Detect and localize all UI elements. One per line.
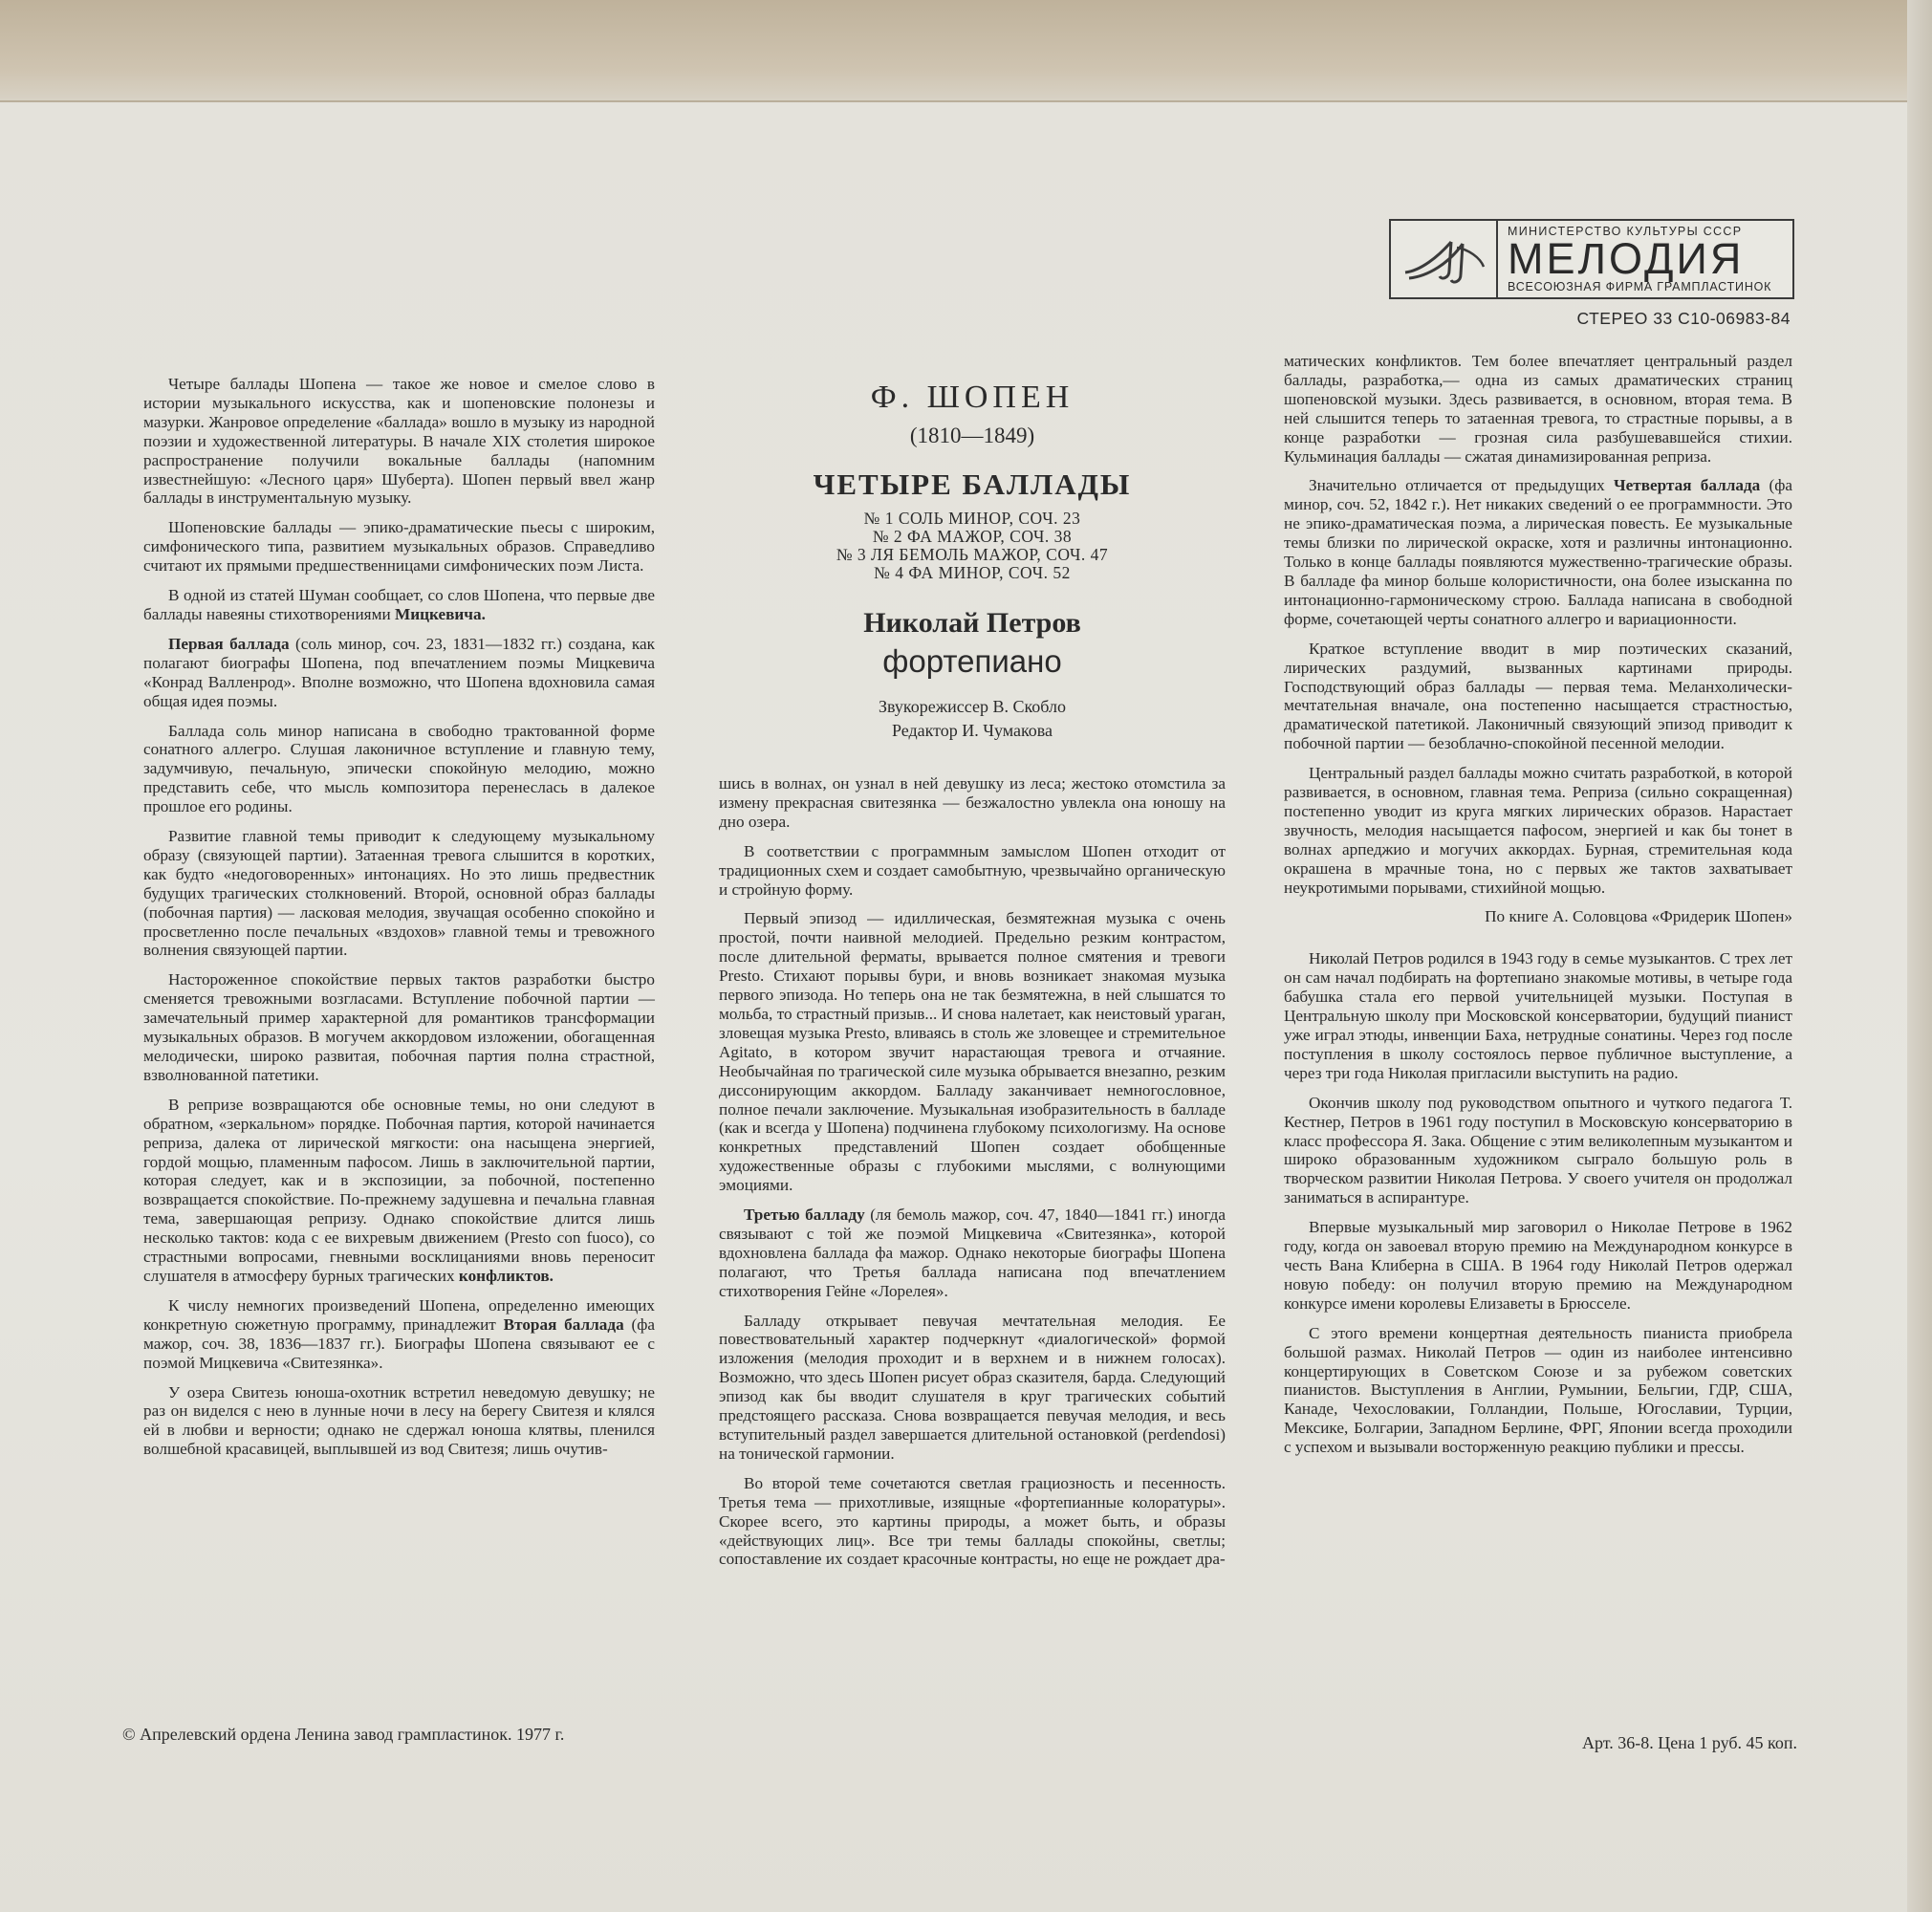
paragraph: Первый эпизод — идиллическая, безмятежная музыка с очень простой, почти наивной мелодией. Предельно резким контрастом, после длительной ферматы, врывается полное смятения и тревоги Presto. Стихают порывы бури, и вновь возникает знакомая музыка первого эпизода. Но теперь она не так безмятежна, в ней слышатся то мольба, то страстный призыв... И снова налетает, как неистовый ураган, зловещая музыка Presto, вливаясь в столь же зловещее и стремительное Agitato, в котором звучит нарастающая тревога и отчаяние. Необычайная по трагической силе музыка обрывается внезапно, резким диссонирующим аккордом. Балладу заканчивает немногословное, полное печали заключение. Музыкальная изобразительность в балладе (как и всегда у Шопена) подчинена глубокому психологизму. На основе конкретных представлений Шопен создает обобщенные художественные образы с глубокими мыслями, с волнующими эмоциями. [719, 909, 1226, 1195]
bold-text: конфликтов. [458, 1266, 554, 1285]
logo-text [1498, 221, 1792, 297]
left-column [143, 375, 655, 1469]
editor: Редактор И. Чумакова [891, 721, 1053, 740]
bold-text: Вторая баллада [503, 1314, 624, 1334]
bold-text: Мицкевича. [394, 604, 486, 623]
paragraph [143, 1096, 655, 1286]
paragraph: У озера Свитезь юноша-охотник встретил неведомую девушку; не раз он виделся с нею в лунные ночи в лесу на берегу Свитезя и клялся ей в любви и верности; однако не сдержал юноша клятвы, пленился волшебной красавицей, выплывшей из вод Свитезя; лишь очутив- [143, 1382, 655, 1459]
album-header [719, 378, 1226, 743]
work-item: № 3 ЛЯ БЕМОЛЬ МАЖОР, СОЧ. 47 [836, 545, 1109, 564]
melodiya-logo [1389, 219, 1794, 299]
bold-text: Четвертая баллада [1614, 476, 1761, 495]
paragraph-text: (ля бемоль мажор, соч. 47, 1840—1841 гг.) иногда связывают с той же поэмой Мицкевича «Свитезянка», которой вдохновлена баллада фа мажор. Однако некоторые биографы Шопена полагают, что Третья баллада написана под впечатлением стихотворения Гейне «Лорелея». [719, 1206, 1226, 1300]
paragraph: Баллада соль минор написана в свободно трактованной форме сонатного аллегро. Слушая лаконичное вступление и главную тему, задумчивую, печальную, эпически спокойную мелодию, можно представить себе, что мысль композитора перенеслась в далекое прошлое его родины. [143, 721, 655, 816]
sleeve-top-flap [0, 0, 1932, 102]
sleeve-right-edge [1907, 0, 1932, 1912]
paragraph [719, 1206, 1226, 1301]
paragraph: Центральный раздел баллады можно считать разработкой, в которой развивается, в основном, главная тема. Реприза (сильно сокращенная) постепенно уводит из круга мягких лирических образов. Нарастает звучность, мелодия насыщается пафосом, энергией и как бы тонет в волнах арпеджио и могучих аккордах. Бурная, стремительная кода окрашена в мрачные тона, но с первых же тактов захватывает неукротимыми порывами, стихийной мощью. [1284, 764, 1792, 897]
album-title: ЧЕТЫРЕ БАЛЛАДЫ [813, 467, 1132, 501]
bold-text: Первая баллада [168, 634, 290, 653]
paragraph: шись в волнах, он узнал в ней девушку из леса; жестоко отомстила за измену прекрасная свитезянка — безжалостно увлекла она юношу на дно озера. [719, 774, 1226, 831]
logo-name: МЕЛОДИЯ [1508, 234, 1745, 283]
paragraph-text: (фа мажор, соч. 38, 1836—1837 гг.). Биографы Шопена связывают ее с поэмой Мицкевича «Свитезянка». [143, 1314, 655, 1372]
paragraph-text: (соль минор, соч. 23, 1831—1832 гг.) создана, как полагают биографы Шопена, под впечатлением поэмы Мицкевича «Конрад Валленрод». Вполне возможно, что Шопена вдохновила самая общая идея поэмы. [143, 634, 655, 710]
middle-column [719, 774, 1226, 1579]
paragraph: матических конфликтов. Тем более впечатляет центральный раздел баллады, разработка,— одна из самых драматических страниц шопеновской музыки. Здесь развивается, в основном, вторая тема. В ней слышится теперь то затаенная тревога, то страстные порывы, а в конце разработки — грозная сила разбушевавшейся стихии. Кульминация баллады — сжатая динамизированная реприза. [1284, 352, 1792, 466]
paragraph: Балладу открывает певучая мечтательная мелодия. Ее повествовательный характер подчеркнут «диалогической» формой изложения (мелодия проходит и в верхнем и в нижнем голосах). Возможно, что здесь Шопен рисует образ сказителя, барда. Следующий эпизод как бы вводит слушателя в круг трагических событий предстоящего рассказа. Снова возвращается певучая мелодия, и весь вступительный раздел завершается длительной остановкой (perdendosi) на тонической гармонии. [719, 1311, 1226, 1463]
paragraph [143, 586, 655, 624]
instrument: фортепиано [882, 643, 1062, 679]
paragraph-text: К числу немногих произведений Шопена, определенно имеющих конкретную сюжетную программу, принадлежит [143, 1295, 655, 1334]
credits [719, 695, 1226, 743]
paragraph: Шопеновские баллады — эпико-драматические пьесы с широким, симфонического типа, развитием музыкальных образов. Справедливо считают их прямыми предшественницами симфонических поэм Листа. [143, 518, 655, 576]
paragraph [143, 1296, 655, 1373]
performer-name: Николай Петров [863, 607, 1081, 639]
source-citation: По книге А. Соловцова «Фридерик Шопен» [1485, 907, 1792, 926]
catalog-number: СТЕРЕО 33 С10-06983-84 [1576, 309, 1791, 328]
paragraph: В соответствии с программным замыслом Шопен отходит от традиционных схем и создает самобытную, чрезвычайно органическую и стройную форму. [719, 841, 1226, 899]
logo-ministry: МИНИСТЕРСТВО КУЛЬТУРЫ СССР [1508, 225, 1743, 238]
composer-years: (1810—1849) [909, 424, 1035, 447]
paragraph-text: В репризе возвращаются обе основные темы, но они следуют в обратном, «зеркальном» порядке. Побочная партия, которой начинается реприза, далека от лирической мягкости: она насыщена энергией, гордой мощью, пламенным пафосом. Лишь в заключительной партии, которая следует, как и в экспозиции, за побочной, постепенно возвращается спокойствие. По-прежнему задушевна и печальна главная тема, завершающая репризу. Однако спокойствие длится лишь несколько тактов: кода с ее вихревым движением (Presto con fuoco), со страстными вопросами, гневными восклицаниями вновь переносит слушателя в атмосферу бурных трагических [143, 1095, 655, 1285]
work-item: № 4 ФА МИНОР, СОЧ. 52 [874, 563, 1071, 582]
paragraph-text: (фа минор, соч. 52, 1842 г.). Нет никаких сведений о ее программности. Это не эпико-драматическая поэма, а лирическая повесть. Ее музыкальные темы близки по лирической окраске, хотя и различны интонационно. Только в конце баллады появляются мужественно-трагические образы. В балладе фа минор больше колористичности, она более изысканна по интонационно-гармоническому строю. Баллада написана в свободной форме, сочетающей черты сонатного аллегро и вариационности. [1284, 476, 1792, 628]
bold-text: Третью балладу [744, 1206, 865, 1225]
paragraph: Впервые музыкальный мир заговорил о Николае Петрове в 1962 году, когда он завоевал вторую премию на Международном конкурсе в честь Вана Клиберна в США. В 1964 году Николай Петров одержал новую победу: он получил вторую премию на Международном конкурсе имени королевы Елизаветы в Брюсселе. [1284, 1218, 1792, 1313]
logo-firm: ВСЕСОЮЗНАЯ ФИРМА ГРАМПЛАСТИНОК [1508, 280, 1772, 293]
right-column [1284, 352, 1792, 1467]
paragraph-text: В одной из статей Шуман сообщает, со слов Шопена, что первые две баллады навеяны стихотворениями [143, 586, 655, 623]
paragraph: Развитие главной темы приводит к следующему музыкальному образу (связующей партии). Затаенная тревога слышится в коротких, как будто «недоговоренных» интонациях. Но это лишь предвестник будущих трагических столкновений. Второй, основной образ баллады (побочная партия) — ласковая мелодия, звучащая особенно спокойно и просветленно после печальных «вздохов» главной темы и тревожного волнения связующей партии. [143, 827, 655, 960]
work-item: № 2 ФА МАЖОР, СОЧ. 38 [872, 527, 1073, 546]
paragraph-text: Значительно отличается от предыдущих [1309, 476, 1615, 495]
work-item: № 1 СОЛЬ МИНОР, СОЧ. 23 [863, 509, 1081, 528]
melodiya-emblem-icon [1391, 221, 1498, 297]
paragraph: Четыре баллады Шопена — такое же новое и смелое слово в истории музыкального искусства, как и шопеновские полонезы и мазурки. Жанровое определение «баллада» вошло в музыку из народной поэзии и художественной литературы. В начале XIX столетия широкое распространение получили вокальные баллады (напомним известнейшую: «Лесного царя» Шуберта). Шопен первый ввел жанр баллады в инструментальную музыку. [143, 375, 655, 508]
paragraph: С этого времени концертная деятельность пианиста приобрела большой размах. Николай Петров — один из наиболее интенсивно концертирующих в Советском Союзе и за рубежом советских пианистов. Выступления в Англии, Румынии, Бельгии, ГДР, США, Канаде, Чехословакии, Голландии, Польше, Югославии, Турции, Мексике, Болгарии, Западном Берлине, ФРГ, Японии всегда проходили с успехом и вызывали восторженную реакцию публики и прессы. [1284, 1323, 1792, 1457]
paragraph: Во второй теме сочетаются светлая грациозность и песенность. Третья тема — прихотливые, изящные «фортепианные колоратуры». Скорее всего, это картины природы, а может быть, и образы «действующих лиц». Все три темы баллады спокойны, светлы; сопоставление их создает красочные контрасты, но еще не рождает дра- [719, 1473, 1226, 1569]
paragraph: Настороженное спокойствие первых тактов разработки быстро сменяется тревожными возгласами. Вступление побочной партии — замечательный пример характерной для романтиков трансформации музыкальных образов. В могучем аккордовом изложении, обогащенная мелодически, широко развитая, побочная партия полна страстной, взволнованной патетики. [143, 970, 655, 1084]
paragraph: Окончив школу под руководством опытного и чуткого педагога Т. Кестнер, Петров в 1961 году поступил в Московскую консерваторию в класс профессора Я. Зака. Общение с этим великолепным музыкантом и широко образованным художником сыграло большую роль в творческом развитии Николая Петрова. У своего учителя он продолжал заниматься в аспирантуре. [1284, 1093, 1792, 1207]
works-list [719, 510, 1226, 582]
sound-engineer: Звукорежиссер В. Скобло [878, 697, 1066, 716]
copyright-notice: © Апрелевский ордена Ленина завод грампластинок. 1977 г. [122, 1725, 565, 1744]
paragraph [143, 635, 655, 711]
paragraph: Краткое вступление вводит в мир поэтических сказаний, лирических раздумий, вызванных картинами природы. Господствующий образ баллады — первая тема. Меланхолически-мечтательная вначале, она постепенно насыщается страстностью, драматической патетикой. Лаконичный связующий эпизод приводит к побочной партии — безоблачно-спокойной песенной мелодии. [1284, 639, 1792, 753]
price-info: Арт. 36-8. Цена 1 руб. 45 коп. [1581, 1733, 1797, 1752]
paragraph: Николай Петров родился в 1943 году в семье музыкантов. С трех лет он сам начал подбирать на фортепиано знакомые мотивы, в четыре года бабушка стала его первой учительницей музыки. Поступая в Центральную школу при Московской консерватории, будущий пианист уже играл этюды, инвенции Баха, нетрудные сонатины. Через год после поступления в школу состоялось первое публичное выступление, а через три года Николая пригласили выступить на радио. [1284, 949, 1792, 1082]
composer-name: Ф. ШОПЕН [870, 380, 1075, 415]
paragraph [1284, 476, 1792, 628]
